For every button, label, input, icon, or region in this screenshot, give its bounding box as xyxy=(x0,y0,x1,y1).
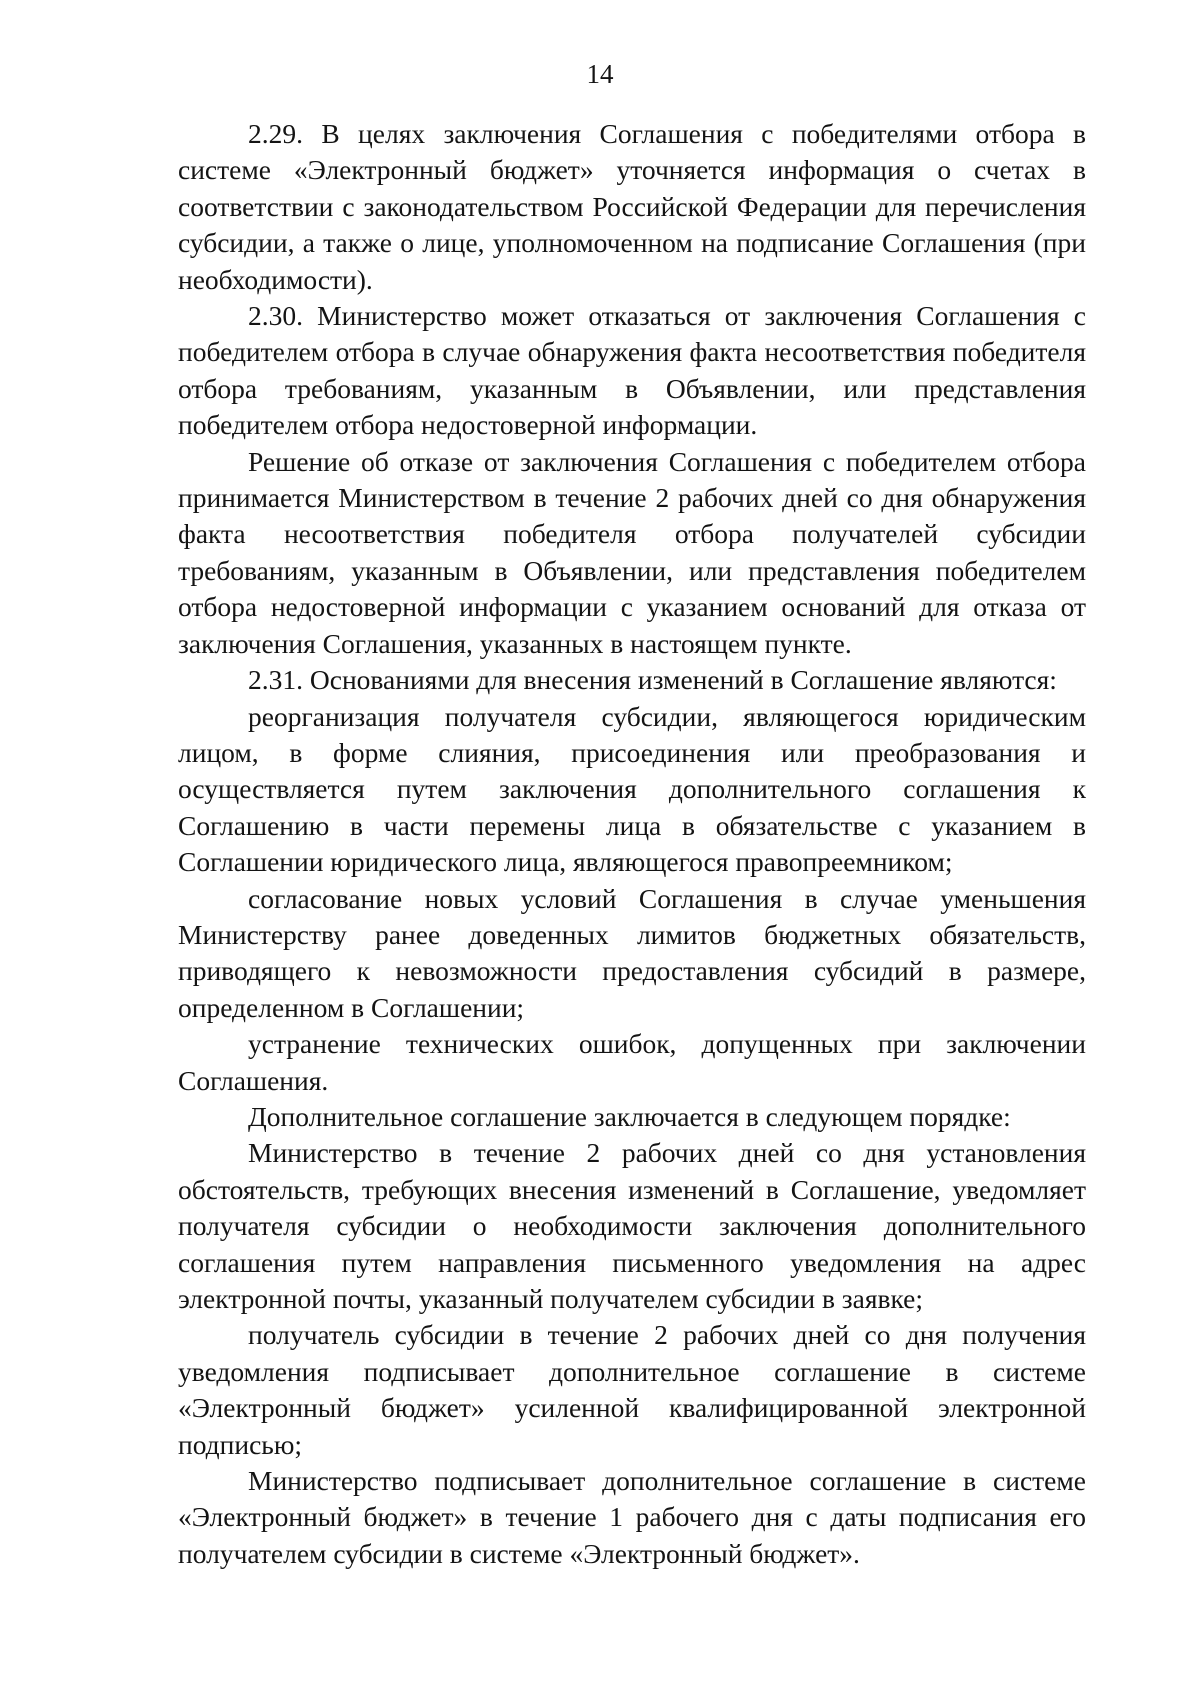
paragraph-reorganization: реорганизация получателя субсидии, являющегося юридическим лицом, в форме слияния, присоединения или преобразования и осуществляется путем заключения дополнительного соглашения к Соглашению в части перемены лица в обязательстве с указанием в Соглашении юридического лица, являющегося правопреемником; xyxy=(178,700,1086,878)
paragraph-2-29: 2.29. В целях заключения Соглашения с победителями отбора в системе «Электронный бюджет» уточняется информация о счетах в соответствии с законодательством Российской Федерации для перечисления субсидии, а также о лице, уполномоченном на подписание Соглашения (при необходимости). xyxy=(178,118,1086,295)
page-number: 14 xyxy=(586,59,614,89)
paragraph-order: Дополнительное соглашение заключается в следующем порядке: xyxy=(248,1100,1011,1132)
paragraph-refusal-decision: Решение об отказе от заключения Соглашения с победителем отбора принимается Министерством в течение 2 рабочих дней со дня обнаружения факта несоответствия победителя отбора получателей субсидии требованиям, указанным в Объявлении, или представления победителем отбора недостоверной информации с указанием оснований для отказа от заключения Соглашения, указанных в настоящем пункте. xyxy=(178,445,1086,659)
paragraph-ministry-notify: Министерство в течение 2 рабочих дней со дня установления обстоятельств, требующих внесения изменений в Соглашение, уведомляет получателя субсидии о необходимости заключения дополнительного соглашения путем направления письменного уведомления на адрес электронной почты, указанный получателем субсидии в заявке; xyxy=(178,1137,1086,1314)
paragraph-2-30: 2.30. Министерство может отказаться от заключения Соглашения с победителем отбора в случае обнаружения факта несоответствия победителя отбора требованиям, указанным в Объявлении, или представления победителем отбора недостоверной информации. xyxy=(178,300,1086,441)
paragraph-ministry-sign: Министерство подписывает дополнительное соглашение в системе «Электронный бюджет» в течение 1 рабочего дня с даты подписания его получателем субсидии в системе «Электронный бюджет». xyxy=(178,1465,1086,1569)
paragraph-recipient-sign: получатель субсидии в течение 2 рабочих дней со дня получения уведомления подписывает дополнительное соглашение в системе «Электронный бюджет» усиленной квалифицированной электронной подписью; xyxy=(178,1319,1086,1460)
paragraph-2-31: 2.31. Основаниями для внесения изменений в Соглашение являются: xyxy=(248,664,1057,696)
paragraph-technical-errors: устранение технических ошибок, допущенных при заключении Соглашения. xyxy=(178,1028,1086,1096)
document-body xyxy=(178,116,1086,1572)
paragraph-new-conditions: согласование новых условий Соглашения в случае уменьшения Министерству ранее доведенных лимитов бюджетных обязательств, приводящего к невозможности предоставления субсидий в размере, определенном в Соглашении; xyxy=(178,882,1086,1023)
